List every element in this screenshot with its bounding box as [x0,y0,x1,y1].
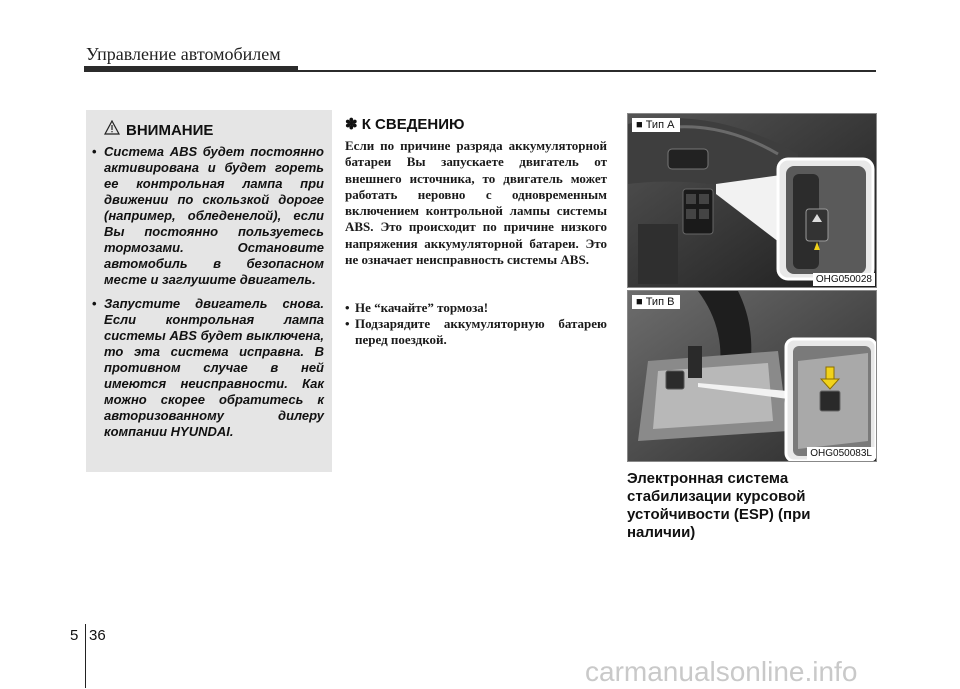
warning-list [86,144,332,448]
watermark: carmanualsonline.info [585,656,858,687]
gear-console-illustration [628,291,877,462]
figure-type-a-label: ■ Тип А [632,118,680,132]
header-rule [84,66,298,72]
section-heading: Электронная система стабилизации курсовой устойчивости (ESP) (при наличии) [627,470,811,541]
info-title: ✽ К СВЕДЕНИЮ [345,116,465,133]
dashboard-switch-illustration [628,114,877,288]
warning-item: • Система ABS будет постоянно активирована и будет гореть ее контрольная лампа при движении по скользкой дороге (например, обледенелой), если Вы постоянно пользуетесь тормозами. Остановите автомобиль в безопасном месте и заглушите двигатель. [104,144,324,288]
header-rule-line [298,70,876,72]
figure-type-b [627,290,877,462]
warning-item: • Запустите двигатель снова. Если контрольная лампа системы ABS будет выключена, то эта система исправна. В противном случае в ней имеются неисправности. Как можно скорее обратитесь к авторизованному дилеру компании HYUNDAI. [104,296,324,440]
page-section-number: 5 [70,627,79,644]
figure-type-a-code: OHG050028 [813,273,875,286]
info-bullet: • Подзарядите аккумуляторную батарею перед поездкой. [345,316,607,348]
figure-type-a [627,113,877,288]
figure-type-b-code: OHG050083L [807,447,875,460]
info-body: Если по причине разряда аккумуляторной батареи Вы запускаете двигатель от внешнего источника, то двигатель может работать неровно с одновременным включением контрольной лампы системы ABS. Это происходит по причине низкого напряжения аккумуляторной батареи. Это не означает неисправность системы ABS. [345,138,607,268]
warning-title: ВНИМАНИЕ [126,122,214,139]
figure-type-b-label: ■ Тип В [632,295,680,309]
page-number: 36 [89,627,106,644]
warning-box [86,110,332,472]
info-bullets [345,300,607,348]
footer-divider [85,624,86,688]
page-header-title: Управление автомобилем [86,44,281,64]
warning-triangle-icon [104,120,120,136]
info-bullet: • Не “качайте” тормоза! [345,300,607,316]
